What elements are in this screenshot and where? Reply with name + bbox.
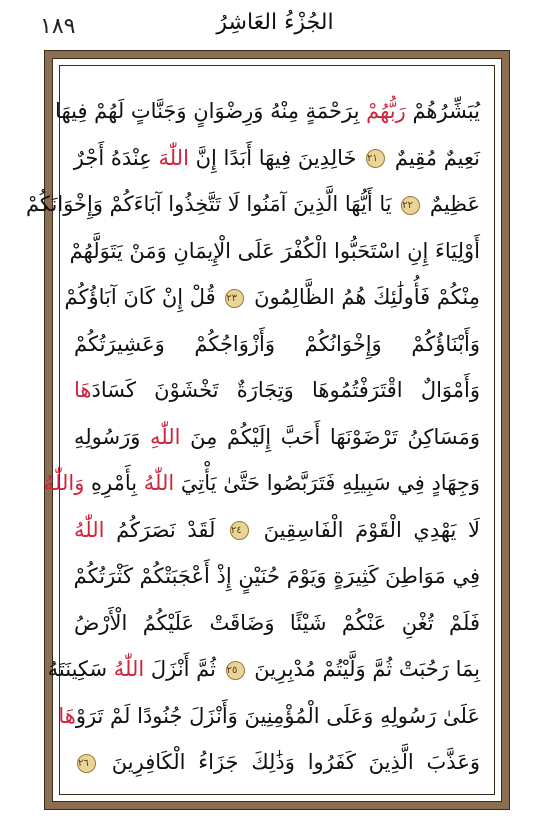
text-line [74,553,480,600]
highlighted-word: اللّٰهِ [150,424,181,449]
text-line [74,600,480,647]
highlighted-word: اللّٰهُ [113,657,145,681]
text-line [55,88,480,135]
highlighted-word: وَاللّٰهُ [43,471,85,495]
page-number: ١٨٩ [40,14,76,39]
verse-text: وَعَذَّبَ الَّذِينَ كَفَرُوا وَذَٰلِكَ جَزَاءُ الْكَافِرِينَ [99,750,480,774]
highlighted-word: اللّٰهَ [158,145,189,170]
verse-text: سَكِينَتَهُ [47,657,114,681]
text-line [74,135,480,182]
verse-text: مِنْكُمْ فَأُولَٰئِكَ هُمُ الظَّالِمُونَ [247,285,480,309]
text-line [74,739,480,786]
verse-text: لَا يَهْدِي الْقَوْمَ الْفَاسِقِينَ [252,517,481,542]
verse-text: بِرَحْمَةٍ مِنْهُ وَرِضْوَانٍ وَجَنَّاتٍ لَهُمْ فِيهَا [55,99,367,123]
verse-text: ثُمَّ أَنْزَلَ [144,657,223,681]
verse-text: يُبَشِّرُهُمْ [405,99,480,123]
text-line [64,274,480,321]
verse-text: قُلْ إِنْ كَانَ آبَاؤُكُمْ [64,285,223,309]
verse-end-marker: ٢٤ [230,521,249,540]
page-header [40,10,510,42]
text-panel [25,65,495,795]
verse-text: عَظِيمٌ [423,192,480,216]
verse-text: لَقَدْ نَصَرَكُمُ [104,517,228,542]
verse-text: فِي مَوَاطِنَ كَثِيرَةٍ وَيَوْمَ حُنَيْنٍ إِذْ أَعْجَبَتْكُمْ كَثْرَتُكُمْ [73,564,480,588]
verse-end-marker: ٢٥ [226,661,245,680]
verse-text: وَجِهَادٍ فِي سَبِيلِهِ فَتَرَبَّصُوا حَتَّىٰ يَأْتِيَ [174,471,480,495]
quran-text [25,88,481,784]
highlighted-word: اللّٰهُ [74,517,105,542]
verse-end-marker: ٢٣ [225,289,244,308]
highlighted-word: رَبُّهُمْ [366,99,406,123]
text-line [74,414,480,461]
highlighted-word: هَا [58,703,76,728]
verse-text: بِأَمْرِهِ [84,471,144,495]
verse-text: عِنْدَهُ أَجْرٌ [73,145,159,170]
text-line [74,321,480,368]
frame-border [25,58,502,802]
verse-text: وَأَمْوَالٌ اقْتَرَفْتُمُوهَا وَتِجَارَةٌ تَخْشَوْنَ كَسَادَ [91,378,480,402]
text-line [25,181,480,228]
text-line [74,367,480,414]
verse-text: عَلَىٰ رَسُولِهِ وَعَلَى الْمُؤْمِنِينَ وَأَنْزَلَ جُنُودًا لَمْ تَرَوْ [75,703,480,728]
text-line [47,646,480,693]
verse-text: وَأَبْنَاؤُكُمْ وَإِخْوَانُكُمْ وَأَزْوَاجُكُمْ وَعَشِيرَتُكُمْ [74,331,480,356]
verse-end-marker: ٢٦ [77,754,96,773]
verse-text: وَمَسَاكِنُ تَرْضَوْنَهَا أَحَبَّ إِلَيْكُمْ مِنَ [180,424,481,449]
verse-text: أَوْلِيَاءَ إِنِ اسْتَحَبُّوا الْكُفْرَ عَلَى الْإِيمَانِ وَمَنْ يَتَوَلَّهُمْ [69,238,480,263]
verse-text: بِمَا رَحُبَتْ ثُمَّ وَلَّيْتُمْ مُدْبِرِينَ [247,657,480,681]
verse-text: يَا أَيُّهَا الَّذِينَ آمَنُوا لَا تَتَّخِذُوا آبَاءَكُمْ وَإِخْوَانَكُمْ [25,192,399,216]
text-line [74,507,480,554]
page-frame [25,50,510,810]
verse-end-marker: ٢١ [366,149,385,168]
text-line [58,693,480,740]
juz-title: الجُزْءُ العَاشِرُ [216,10,334,35]
text-line [69,228,480,275]
verse-text: وَرَسُولِهِ [74,424,151,449]
text-line [43,460,480,507]
highlighted-word: هَا [74,378,92,402]
highlighted-word: اللّٰهُ [143,471,175,495]
verse-text: خَالِدِينَ فِيهَا أَبَدًا إِنَّ [188,145,364,170]
verse-text: نَعِيمٌ مُقِيمٌ [388,145,480,170]
verse-text: فَلَمْ تُغْنِ عَنْكُمْ شَيْئًا وَضَاقَتْ عَلَيْكُمُ الْأَرْضُ [74,610,480,635]
verse-end-marker: ٢٢ [401,196,420,215]
